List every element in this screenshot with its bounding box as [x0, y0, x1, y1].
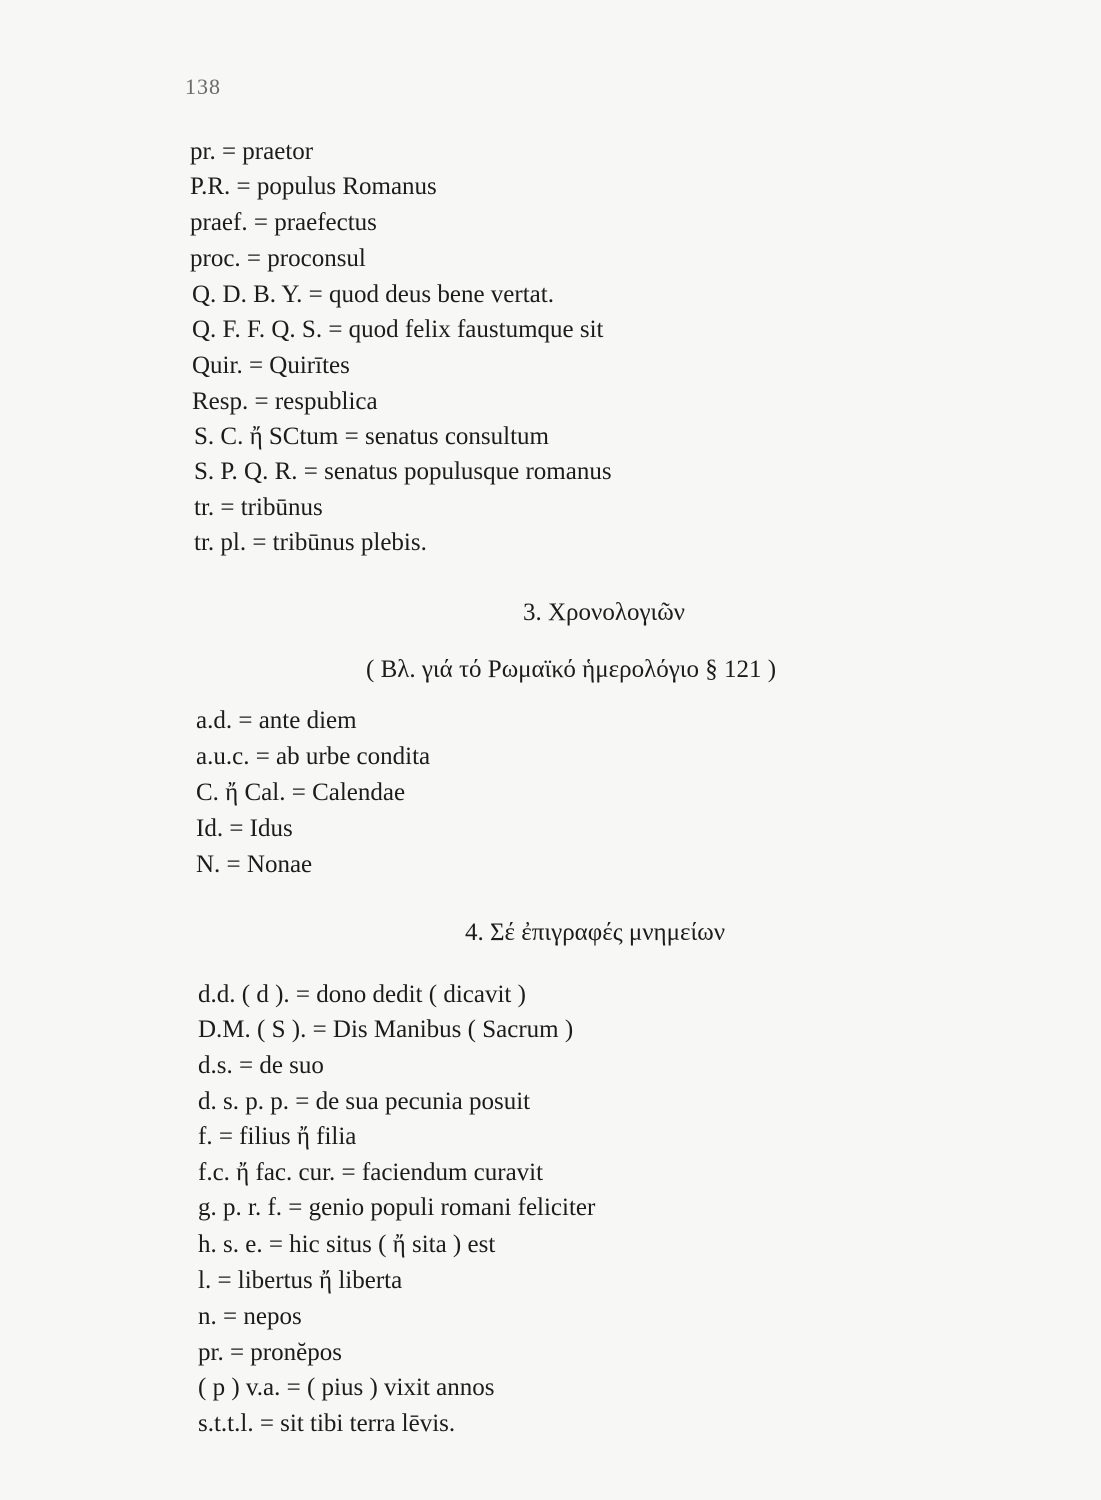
list-item: pr. = pronĕpos	[198, 1339, 342, 1366]
list-item: Id. = Idus	[196, 815, 293, 842]
list-item: C. ἤ Cal. = Calendae	[196, 779, 406, 806]
section-heading-inscriptions: 4. Σέ ἐπιγραφές μνημείων	[465, 919, 726, 946]
list-item: S. P. Q. R. = senatus populusque romanus	[194, 458, 612, 485]
section-note-calendar-reference: ( Βλ. γιά τό Ρωμαϊκό ἡμερολόγιο § 121 )	[366, 656, 777, 683]
list-item: l. = libertus ἤ liberta	[198, 1267, 403, 1294]
list-item: a.u.c. = ab urbe condita	[196, 743, 431, 770]
list-item: Q. F. F. Q. S. = quod felix faustumque sit	[192, 316, 604, 343]
list-item: n. = nepos	[198, 1303, 302, 1330]
list-item: proc. = proconsul	[190, 245, 366, 272]
list-item: Quir. = Quirītes	[192, 352, 350, 379]
list-item: N. = Nonae	[196, 851, 313, 878]
list-item: s.t.t.l. = sit tibi terra lēvis.	[198, 1410, 456, 1437]
list-item: d.d. ( d ). = dono dedit ( dicavit )	[198, 981, 526, 1008]
page-number: 138	[185, 74, 221, 99]
list-item: h. s. e. = hic situs ( ἤ sita ) est	[198, 1231, 496, 1258]
list-item: ( p ) v.a. = ( pius ) vixit annos	[198, 1374, 495, 1401]
list-item: d. s. p. p. = de sua pecunia posuit	[198, 1088, 531, 1115]
list-item: f. = filius ἤ filia	[198, 1123, 357, 1150]
list-item: a.d. = ante diem	[196, 707, 357, 734]
list-item: Resp. = respublica	[192, 388, 378, 415]
section-heading-chronology: 3. Χρονολογιῶν	[523, 599, 685, 626]
list-item: d.s. = de suo	[198, 1052, 324, 1079]
list-item: tr. = tribūnus	[194, 494, 323, 521]
list-item: g. p. r. f. = genio populi romani feliciter	[198, 1194, 596, 1221]
list-item: pr. = praetor	[190, 138, 314, 165]
list-item: praef. = praefectus	[190, 209, 377, 236]
list-item: P.R. = populus Romanus	[190, 173, 437, 200]
list-item: f.c. ἤ fac. cur. = faciendum curavit	[198, 1159, 544, 1186]
list-item: D.M. ( S ). = Dis Manibus ( Sacrum )	[198, 1016, 574, 1043]
list-item: tr. pl. = tribūnus plebis.	[194, 529, 427, 556]
list-item: S. C. ἤ SCtum = senatus consultum	[194, 423, 549, 450]
list-item: Q. D. B. Y. = quod deus bene vertat.	[192, 281, 554, 308]
